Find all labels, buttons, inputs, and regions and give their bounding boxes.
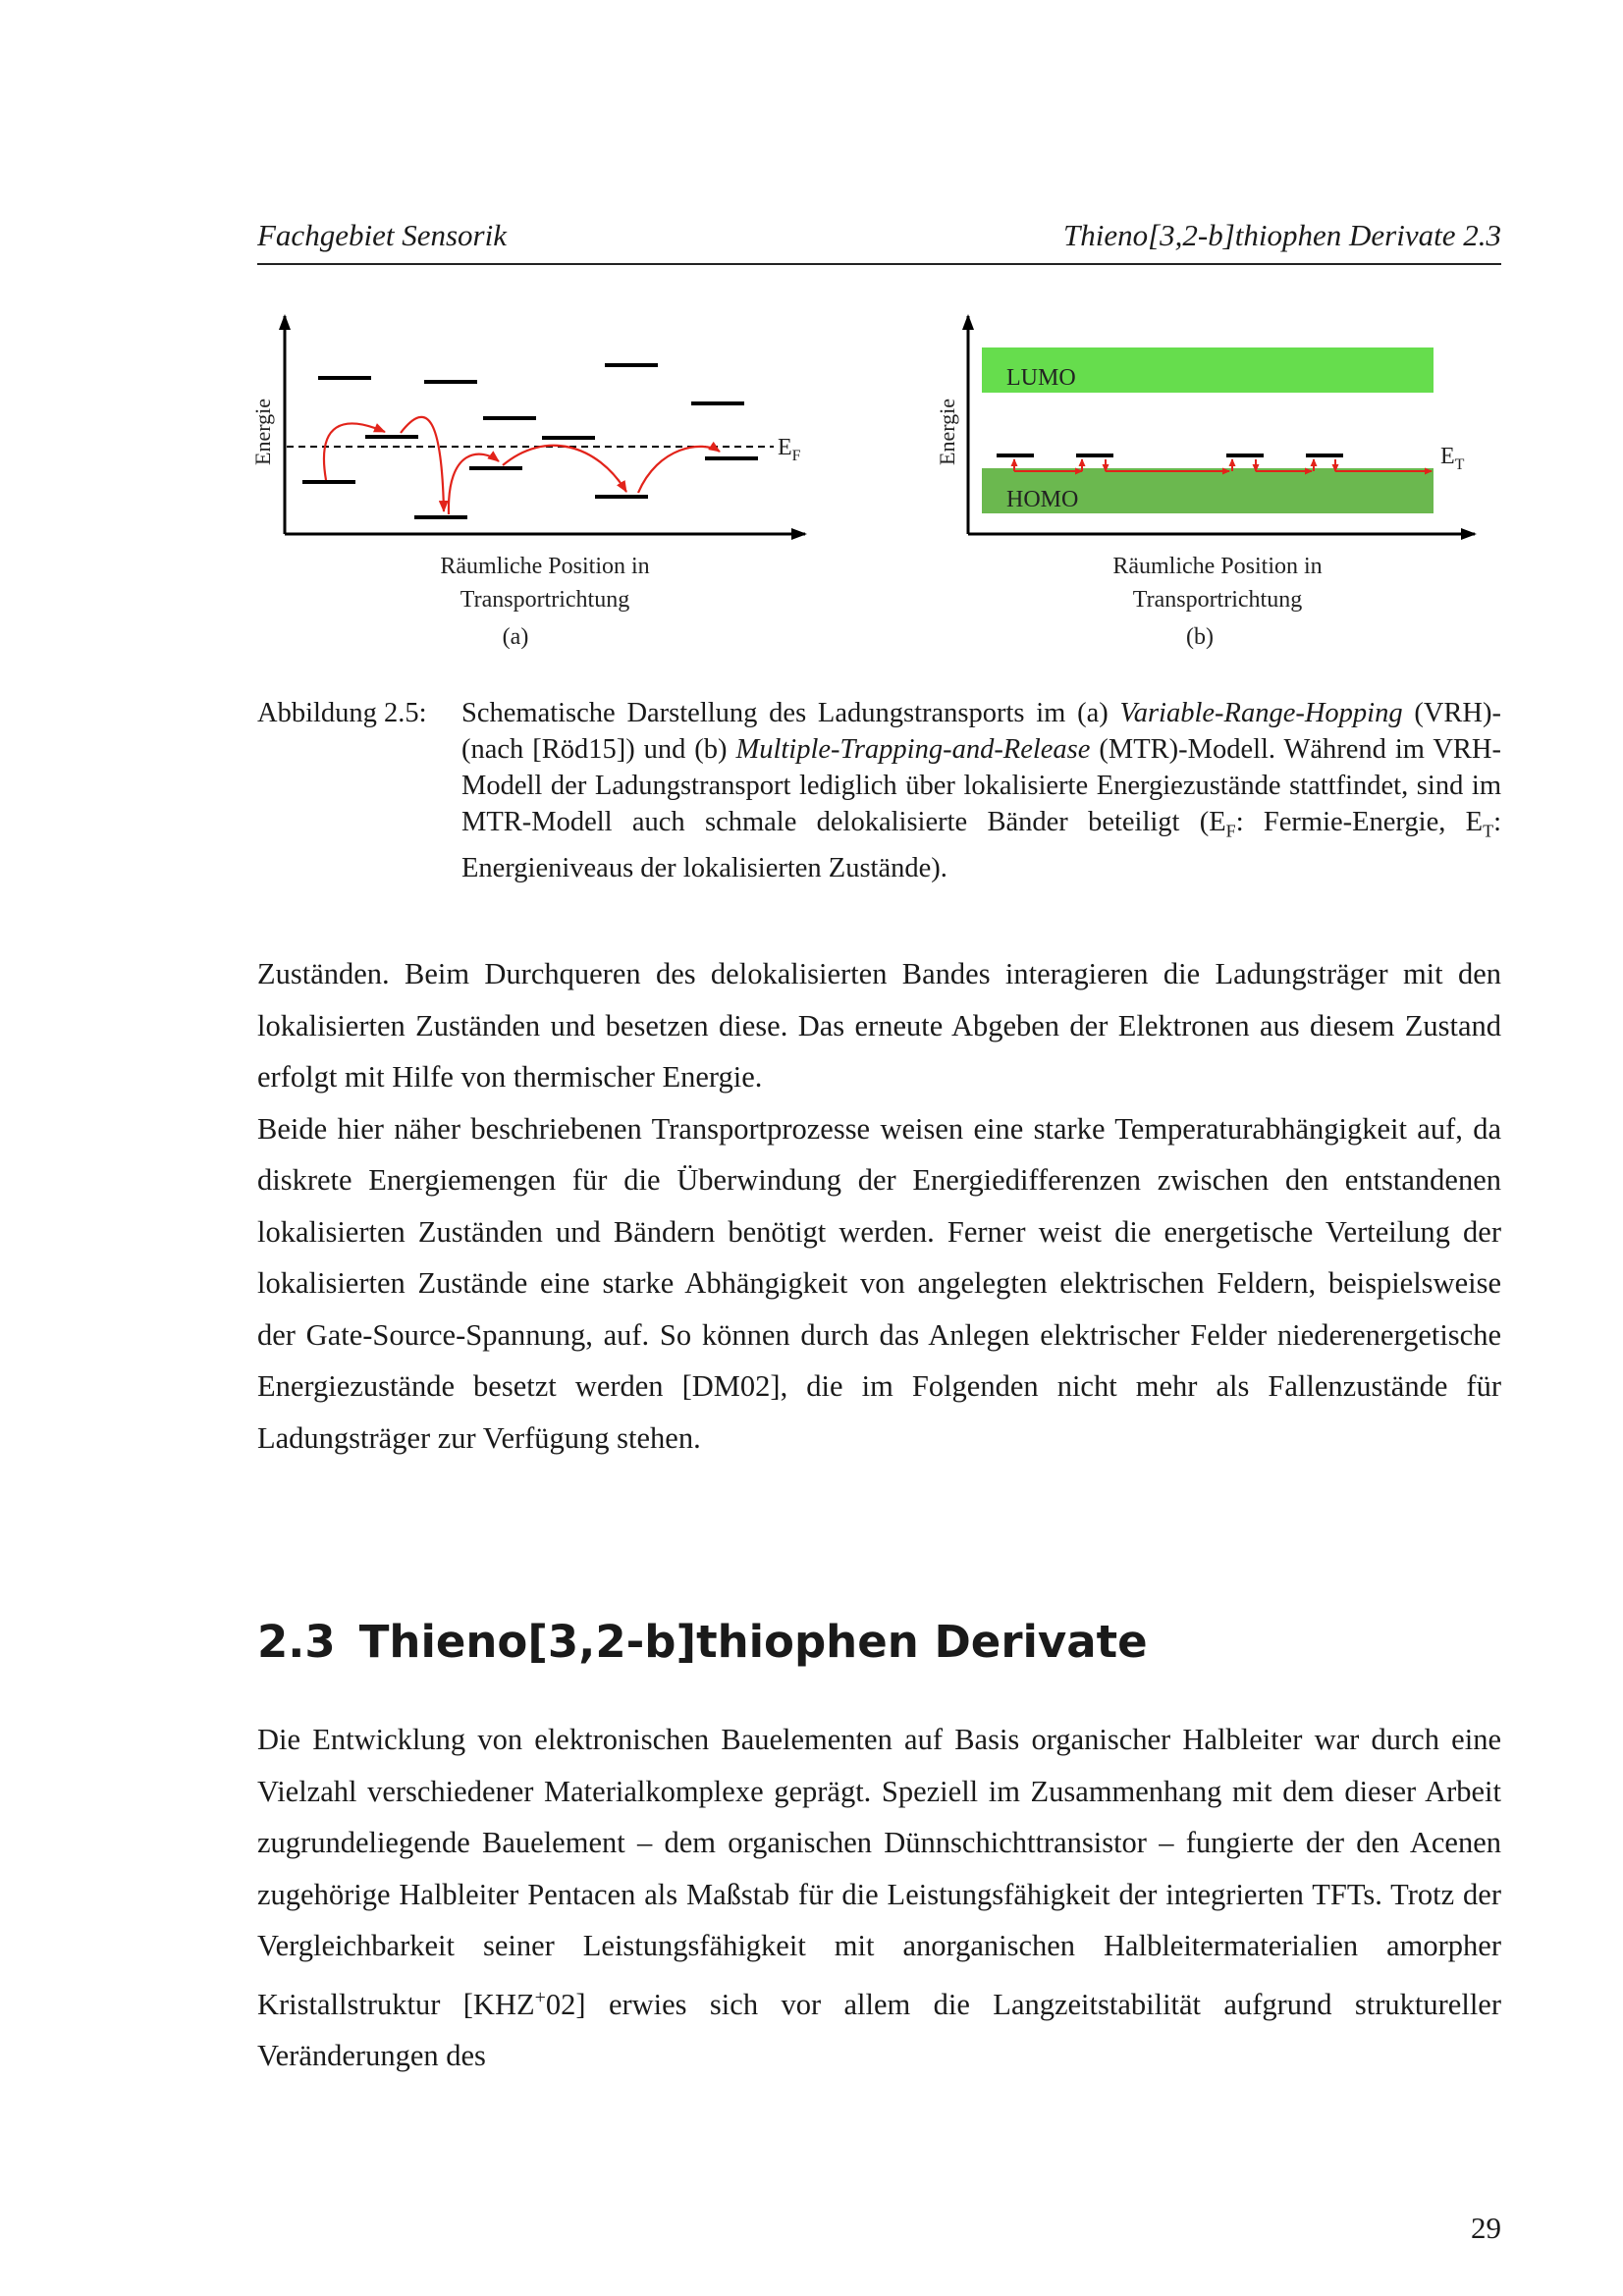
y-axis-label: Energie: [250, 398, 275, 466]
caption-text: Schematische Darstellung des Ladungstransports im (a) Variable-Range-Hopping (VRH)- (nach [Röd15]) und (b) Multiple-Trapping-and-Release (MTR)-Modell. Während im VRH-Modell der Ladungstransport lediglich über lokalisierte Energiezustände stattfindet, sind im MTR-Modell auch schmale delokalisierte Bänder beteiligt ($E_F$: Fermie-Energie, $E_T$: Energieniveaus der lokalisierten Zustände).: [461, 698, 1501, 883]
caption-label: Abbildung 2.5:: [257, 698, 427, 728]
subfigure-label-a: (a): [502, 624, 529, 650]
x-axis-label-1: Räumliche Position in: [1112, 554, 1323, 579]
hop-arrow: [449, 454, 499, 514]
hopping-arrows: [324, 417, 720, 514]
homo-label: HOMO: [1006, 487, 1079, 512]
hop-arrow: [401, 417, 444, 511]
et-label: $E_T$: [1440, 444, 1465, 473]
energy-levels: [302, 365, 758, 517]
paragraph: Die Entwicklung von elektronischen Bauelementen auf Basis organischer Halbleiter war durch eine Vielzahl verschiedener Materialkomplexe geprägt. Speziell im Zusammenhang mit dem dieser Arbeit zugrundeliegende Bauelement – dem organischen Dünnschichttransistor – fungierte der den Acenen zugehörige Halbleiter Pentacen als Maßstab für die Leistungsfähigkeit der integrierten TFTs. Trotz der Vergleichbarkeit seiner Leistungsfähigkeit mit anorganischen Halbleitermaterialien amorpher Kristallstruktur [KHZ+02] erwies sich vor allem die Langzeitstabilität aufgrund struktureller Veränderungen des: [257, 1723, 1501, 2073]
x-axis-label-2: Transportrichtung: [1132, 587, 1303, 613]
fermi-label: $E_F$: [778, 435, 801, 464]
x-axis-label-1: Räumliche Position in: [440, 554, 650, 579]
figure-caption: [257, 695, 1501, 886]
subfigure-label-b: (b): [1186, 624, 1214, 650]
hop-arrow: [638, 447, 720, 493]
section-number: 2.3: [257, 1616, 336, 1668]
lumo-label: LUMO: [1006, 365, 1076, 391]
paragraph: Zuständen. Beim Durchqueren des delokalisierten Bandes interagieren die Ladungsträger mit den lokalisierten Zuständen und besetzen diese. Das erneute Abgeben der Elektronen aus diesem Zustand erfolgt mit Hilfe von thermischer Energie. Beide hier näher beschriebenen Transportprozesse weisen eine starke Temperaturabhängigkeit auf, da diskrete Energiemengen für die Überwindung der Energiedifferenzen zwischen den entstandenen lokalisierten Zuständen und Bändern benötigt werden. Ferner weist die energetische Verteilung der lokalisierten Zustände eine starke Abhängigkeit von angelegten elektrischen Feldern, beispielsweise der Gate-Source-Spannung, auf. So können durch das Anlegen elektrischer Felder niederenergetische Energiezustände besetzt werden [DM02], die im Folgenden nicht mehr als Fallenzustände für Ladungsträger zur Verfügung stehen.: [257, 957, 1501, 1455]
header-left: Fachgebiet Sensorik: [257, 218, 507, 252]
running-header: [257, 214, 1501, 265]
hop-arrow: [324, 423, 385, 480]
x-axis-label-2: Transportrichtung: [460, 587, 630, 613]
figure-mtr: [933, 304, 1522, 667]
figure-vrh: [236, 304, 825, 667]
y-axis-label: Energie: [935, 398, 959, 466]
section-title: Thieno[3,2-b]thiophen Derivate: [358, 1616, 1148, 1668]
section-heading: [257, 1616, 1148, 1668]
header-right: Thieno[3,2-b]thiophen Derivate 2.3: [1062, 218, 1501, 252]
page-number: 29: [1471, 2211, 1501, 2245]
